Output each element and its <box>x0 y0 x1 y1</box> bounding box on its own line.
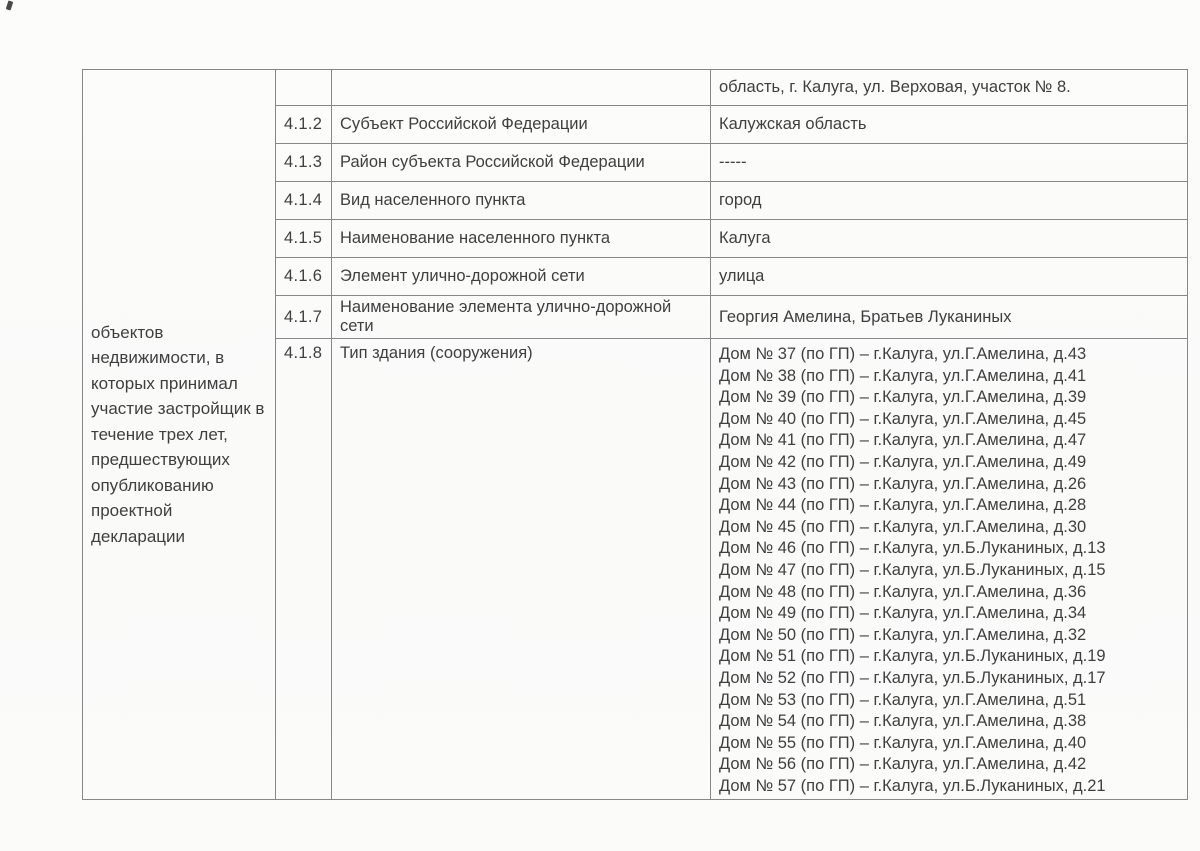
row-value-cell: Калужская область <box>711 106 1188 144</box>
row-label-cell: Субъект Российской Федерации <box>332 106 711 144</box>
text-line: Дом № 47 (по ГП) – г.Калуга, ул.Б.Луканиных, д.15 <box>719 560 1106 579</box>
text-line: которых принимал <box>91 373 238 393</box>
row-value-cell: ----- <box>711 144 1188 182</box>
row-number-cell <box>276 70 332 106</box>
text-line: объектов <box>91 322 164 342</box>
text-line: Дом № 49 (по ГП) – г.Калуга, ул.Г.Амелина, д.34 <box>719 604 1087 623</box>
row-value-cell: Калуга <box>711 220 1188 258</box>
section-description-text <box>91 320 269 550</box>
row-number-cell: 4.1.6 <box>276 258 332 296</box>
text-line: Дом № 51 (по ГП) – г.Калуга, ул.Б.Луканиных, д.19 <box>719 647 1106 666</box>
text-line: течение трех лет, <box>91 424 228 444</box>
row-value-cell: Георгия Амелина, Братьев Луканиных <box>711 296 1188 339</box>
row-value-cell <box>711 339 1188 800</box>
row-label-cell: Вид населенного пункта <box>332 182 711 220</box>
section-description-cell <box>83 70 276 800</box>
row-value-cell: улица <box>711 258 1188 296</box>
row-label-cell: Район субъекта Российской Федерации <box>332 144 711 182</box>
row-number-cell: 4.1.3 <box>276 144 332 182</box>
text-line: Дом № 45 (по ГП) – г.Калуга, ул.Г.Амелина, д.30 <box>719 517 1087 536</box>
text-line: Дом № 43 (по ГП) – г.Калуга, ул.Г.Амелина, д.26 <box>719 474 1087 493</box>
text-line: Дом № 57 (по ГП) – г.Калуга, ул.Б.Луканиных, д.21 <box>719 776 1106 795</box>
text-line: недвижимости, в <box>91 348 225 368</box>
text-line: Дом № 50 (по ГП) – г.Калуга, ул.Г.Амелина, д.32 <box>719 625 1087 644</box>
text-line: Дом № 46 (по ГП) – г.Калуга, ул.Б.Луканиных, д.13 <box>719 539 1106 558</box>
building-address-list <box>719 344 1181 797</box>
text-line: предшествующих <box>91 450 230 470</box>
text-line: Дом № 41 (по ГП) – г.Калуга, ул.Г.Амелина, д.47 <box>719 431 1087 450</box>
row-number-cell: 4.1.4 <box>276 182 332 220</box>
row-label-cell: Тип здания (сооружения) <box>332 339 711 800</box>
text-line: опубликованию <box>91 475 214 495</box>
row-number-cell: 4.1.2 <box>276 106 332 144</box>
text-line: Дом № 44 (по ГП) – г.Калуга, ул.Г.Амелина, д.28 <box>719 496 1087 515</box>
row-number-cell: 4.1.5 <box>276 220 332 258</box>
text-line: Дом № 55 (по ГП) – г.Калуга, ул.Г.Амелина, д.40 <box>719 733 1087 752</box>
row-label-cell: Элемент улично-дорожной сети <box>332 258 711 296</box>
text-line: Дом № 40 (по ГП) – г.Калуга, ул.Г.Амелина, д.45 <box>719 409 1087 428</box>
text-line: проектной декларации <box>91 501 186 546</box>
table-row <box>83 70 1188 106</box>
row-label-cell <box>332 70 711 106</box>
text-line: Дом № 42 (по ГП) – г.Калуга, ул.Г.Амелина, д.49 <box>719 452 1087 471</box>
text-line: Дом № 38 (по ГП) – г.Калуга, ул.Г.Амелина, д.41 <box>719 366 1087 385</box>
row-label-cell: Наименование элемента улично-дорожной сети <box>332 296 711 339</box>
row-value-cell: область, г. Калуга, ул. Верховая, участок № 8. <box>711 70 1188 106</box>
text-line: Дом № 56 (по ГП) – г.Калуга, ул.Г.Амелина, д.42 <box>719 755 1087 774</box>
text-line: Дом № 52 (по ГП) – г.Калуга, ул.Б.Луканиных, д.17 <box>719 668 1106 687</box>
project-declaration-table <box>82 69 1188 800</box>
text-line: Дом № 54 (по ГП) – г.Калуга, ул.Г.Амелина, д.38 <box>719 712 1087 731</box>
text-line: Дом № 39 (по ГП) – г.Калуга, ул.Г.Амелина, д.39 <box>719 388 1087 407</box>
row-number-cell: 4.1.8 <box>276 339 332 800</box>
row-value-cell: город <box>711 182 1188 220</box>
text-line: участие застройщик в <box>91 399 265 419</box>
row-label-cell: Наименование населенного пункта <box>332 220 711 258</box>
text-line: Дом № 53 (по ГП) – г.Калуга, ул.Г.Амелина, д.51 <box>719 690 1087 709</box>
text-line: Дом № 48 (по ГП) – г.Калуга, ул.Г.Амелина, д.36 <box>719 582 1087 601</box>
text-line: Дом № 37 (по ГП) – г.Калуга, ул.Г.Амелина, д.43 <box>719 345 1087 363</box>
row-number-cell: 4.1.7 <box>276 296 332 339</box>
